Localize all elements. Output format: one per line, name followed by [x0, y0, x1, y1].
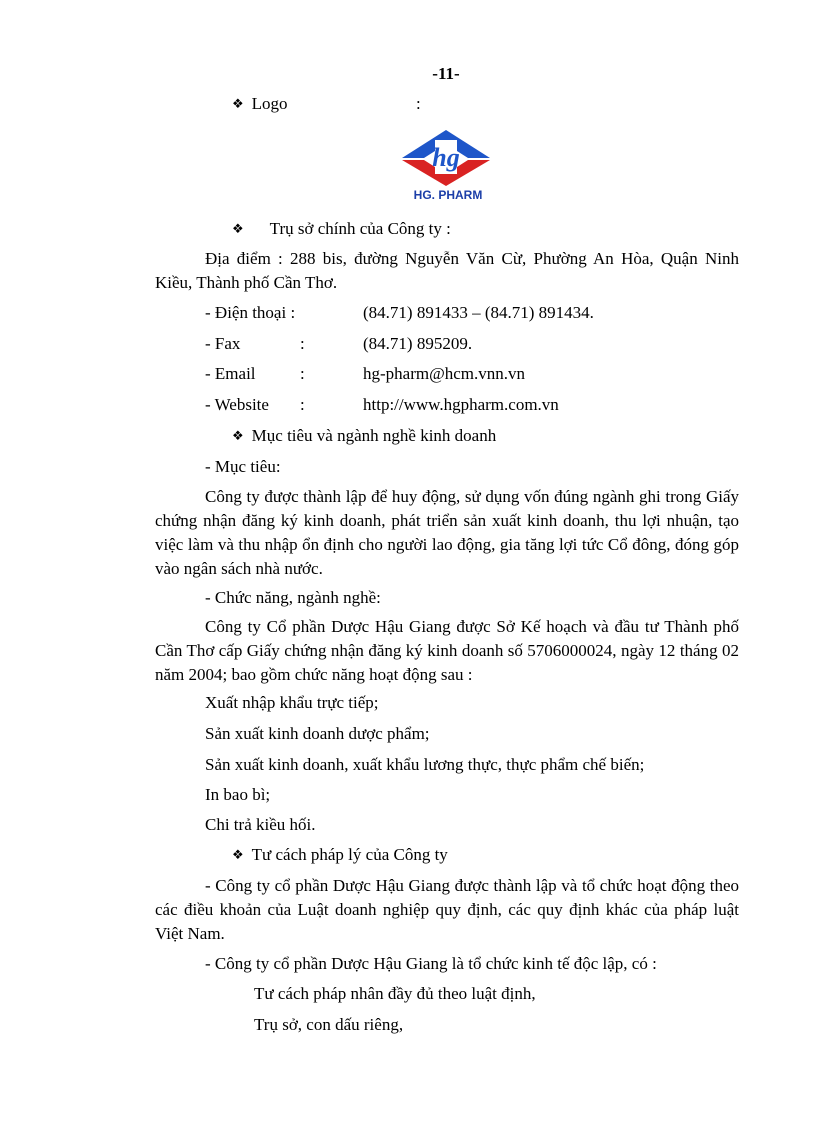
contact-website-label: - Website [205, 395, 269, 414]
list-item: Tư cách pháp nhân đầy đủ theo luật định, [254, 984, 536, 1003]
contact-email-sep: : [300, 364, 305, 383]
contact-email-label: - Email [205, 364, 256, 383]
diamond-bullet-icon: ❖ [232, 96, 244, 111]
contact-fax-label: - Fax [205, 334, 241, 353]
contact-website-value[interactable]: http://www.hgpharm.com.vn [363, 395, 559, 414]
contact-phone-label: - Điện thoại : [205, 303, 296, 322]
company-logo [398, 126, 498, 202]
list-item: Trụ sở, con dấu riêng, [254, 1015, 404, 1034]
functions-label: - Chức năng, ngành nghề: [205, 588, 381, 607]
diamond-bullet-icon: ❖ [232, 847, 244, 862]
functions-paragraph: Công ty Cổ phần Dược Hậu Giang được Sở Kế hoạch và đầu tư Thành phố Cần Thơ cấp Giấy chứng nhận đăng ký kinh doanh số 5706000024, ngày 12 tháng 02 năm 2004; bao gồm chức năng hoạt động sau : [155, 617, 739, 684]
hg-pharm-logo-icon [398, 126, 498, 202]
list-item: Sản xuất kinh doanh dược phẩm; [205, 724, 430, 743]
list-item: Sản xuất kinh doanh, xuất khẩu lương thực, thực phẩm chế biến; [205, 755, 645, 774]
diamond-bullet-icon: ❖ [232, 221, 244, 236]
list-item: In bao bì; [205, 785, 271, 804]
contact-fax-value: (84.71) 895209. [363, 334, 473, 353]
address-paragraph: Địa điểm : 288 bis, đường Nguyễn Văn Cừ, Phường An Hòa, Quận Ninh Kiều, Thành phố Cần Thơ. [155, 249, 739, 292]
hq-heading: ❖ Trụ sở chính của Công ty : [232, 219, 451, 238]
list-item: Chi trả kiều hối. [205, 815, 316, 834]
diamond-bullet-icon: ❖ [232, 428, 244, 443]
logo-wordmark: HG. PHARM [413, 188, 483, 202]
contact-website-sep: : [300, 395, 305, 414]
objectives-paragraph: Công ty được thành lập để huy động, sử dụng vốn đúng ngành ghi trong Giấy chứng nhận đăng ký kinh doanh, phát triển sản xuất kinh doanh, thu lợi nhuận, tạo việc làm và thu nhập ổn định cho người lao động, gia tăng lợi tức Cổ đông, đóng góp vào ngân sách nhà nước. [155, 487, 739, 578]
legal-paragraph-1: - Công ty cổ phần Dược Hậu Giang được thành lập và tổ chức hoạt động theo các điều khoản của Luật doanh nghiệp quy định, các quy định khác của pháp luật Việt Nam. [155, 876, 739, 943]
logo-section-heading: ❖ Logo [232, 94, 288, 113]
legal-heading: ❖ Tư cách pháp lý của Công ty [232, 845, 448, 864]
contact-phone-value: (84.71) 891433 – (84.71) 891434. [363, 303, 594, 322]
list-item: Xuất nhập khẩu trực tiếp; [205, 693, 379, 712]
objectives-heading: ❖ Mục tiêu và ngành nghề kinh doanh [232, 426, 497, 445]
contact-email-value[interactable]: hg-pharm@hcm.vnn.vn [363, 364, 526, 383]
legal-paragraph-2: - Công ty cổ phần Dược Hậu Giang là tổ chức kinh tế độc lập, có : [205, 954, 657, 973]
objectives-label: - Mục tiêu: [205, 457, 281, 476]
logo-colon: : [416, 94, 421, 113]
logo-monogram: hg [432, 143, 460, 172]
contact-fax-sep: : [300, 334, 305, 353]
page-number: -11- [432, 64, 460, 83]
